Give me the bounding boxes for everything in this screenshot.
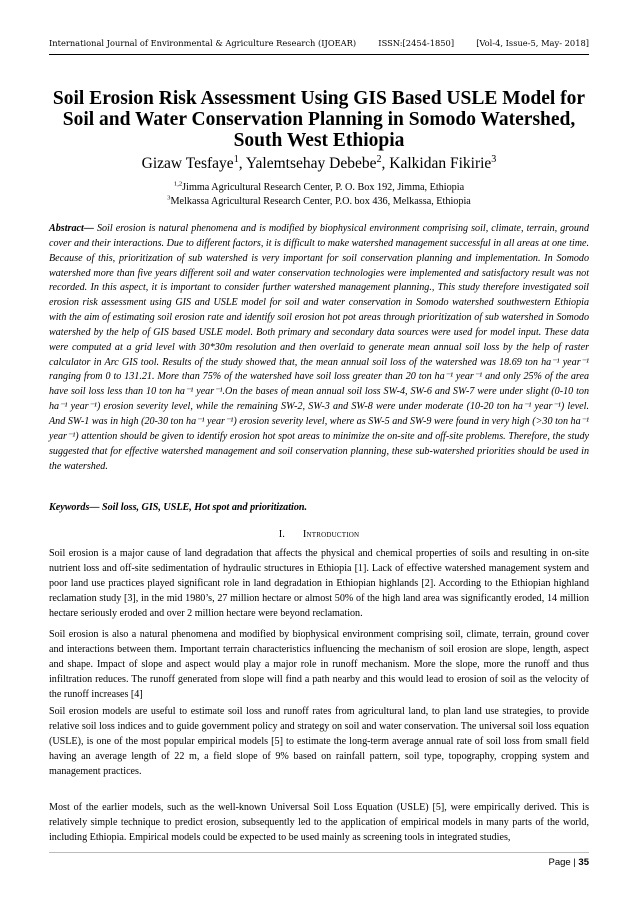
keywords: Keywords— Soil loss, GIS, USLE, Hot spot and prioritization. [49,502,308,513]
affiliation-2: $^3$Melkassa Agricultural Research Center, P.O. box 436, Melkassa, Ethiopia [167,194,471,207]
author-1: Gizaw Tesfaye [141,155,234,172]
author-list: Gizaw Tesfaye$^1$, Yalemtsehay Debebe$^2$, Kalkidan Fikirie$^3$ [141,153,497,172]
volume-issue: [Vol-4, Issue-5, May- 2018] [476,38,589,48]
journal-name: International Journal of Environmental & Agriculture Research (IJOEAR) [49,38,357,48]
footer-rule [49,852,589,853]
abstract-label: Abstract— [49,223,94,234]
paper-title: Soil Erosion Risk Assessment Using GIS Based USLE Model for Soil and Water Conservation Planning in Somodo Watershed, South West Ethiopia [52,88,586,151]
intro-paragraph-1: Soil erosion is a major cause of land degradation that affects the physical and chemical properties of soils and resulting in on-site nutrient loss and off-site sedimentation of hydraulic structures in Ethiopia [1]. Lack of effective watershed management system and poor land use practices played significant role in land degradation in Ethiopian highlands [2]. According to the Ethiopian highland reclamation study [3], in the mid 1980’s, 27 million hectare or almost 50% of the high land area was significantly eroded, 14 million hectare seriously eroded and over 2 million hectare were beyond reclamation. [49,548,589,620]
page-footer [548,857,589,868]
section-number: I. [278,529,285,540]
page-label: Page [548,857,571,868]
intro-paragraph-3: Soil erosion models are useful to estimate soil loss and runoff rates from agricultural land, to plan land use strategies, to provide relative soil loss indices and to guide government policy and strategy on soil and water conservation. The universal soil loss equation (USLE), is one of the most popular empirical models [5] to estimate the long-term average annual rate of soil loss from small field having an average length of 22 m, a field slope of 9% based on rainfall pattern, soil type, topography, cropping system and management practices. [49,706,589,778]
intro-paragraph-2: Soil erosion is also a natural phenomena and modified by biophysical environment comprising soil, climate, terrain, ground cover and interactions between them. Important terrain characteristics influencing the mechanism of soil erosion are slope, length, aspect and shape. Impact of slope and aspect would play a major role in runoff mechanism. More the slope, more the runoff and thus infiltration reduces. The runoff generated from slope will find a path nearby and this would lead to erosion of soil as the velocity of the runoff increases [4] [49,629,589,701]
author-2: Yalemtsehay Debebe [245,155,377,172]
intro-paragraph-4: Most of the earlier models, such as the well-known Universal Soil Loss Equation (USLE) [5], were empirically derived. This is relatively simple technique to predict erosion, subsequently led to the application of empirical models in many parts of the world, including Ethiopia. Empirical models could be expected to be used mainly as screening tools in integrated studies, [49,802,589,844]
author-3: Kalkidan Fikirie [389,155,492,172]
section-heading-introduction [49,529,589,540]
abstract-text: Soil erosion is natural phenomena and is modified by biophysical environment comprising soil, climate, terrain, ground cover and their interactions. Due to different factors, it is difficult to make watershed management successful in all areas at one time. Because of this, prioritization of sub watershed is very important for soil conservation planning and implementation. In Somodo watershed more than five years different soil and water conservation technologies were implemented and satisfactory result was not recorded. In this aspect, it is important to consider further watershed management planning., This study therefore investigated soil erosion risk assessment using GIS and USLE model for soil and water conservation in Somodo watershed southwestern Ethiopia with the aim of estimating soil erosion rate and identify soil erosion hot pot areas through prioritization of sub watershed in Somodo watershed by the help of GIS based USLE model. Both primary and secondary data sources were used for model input. These data were computed at a grid level with 30*30m resolution and then overlaid to generate mean annual soil loss by the help of raster calculator in Arc GIS tool. Results of the study showed that, the mean annual soil loss of the watershed was 18.69 ton ha⁻¹ year⁻¹ ranging from 0 to 131.21. More than 75% of the watershed have soil loss greater than 20 ton ha⁻¹ year⁻¹ and only 25% of the area have soil loss less than 10 ton ha⁻¹ year⁻¹.On the bases of mean annual soil loss SW-4, SW-6 and SW-7 were under slight (0-10 ton ha⁻¹ year⁻¹) erosion severity level, while the remaining SW-2, SW-3 and SW-8 were under moderate (10-20 ton ha⁻¹ year⁻¹) level. And SW-1 was in high (20-30 ton ha⁻¹ year⁻¹) erosion severity level, where as SW-5 and SW-9 were found in very high (>30 ton ha⁻¹ year⁻¹) attention should be given to identify erosion hot spot areas to minimize the on-site and off-site problems. Therefore, the study suggested that for effective watershed management and soil conservation planning, these sub-watershed priorities should be used in the watershed. [49,223,589,472]
author-1-affil: 1 [233,153,239,165]
header-rule [49,54,589,55]
affiliation-1: $^{1,2}$Jimma Agricultural Research Center, P. O. Box 192, Jimma, Ethiopia [173,180,465,193]
abstract [49,222,589,474]
issn: ISSN:[2454-1850] [378,38,455,48]
author-3-affil: 3 [491,153,497,165]
author-2-affil: 2 [376,153,382,165]
running-header [49,38,589,48]
page-number: 35 [578,857,589,868]
page-separator: | [573,857,576,868]
section-title: Introduction [302,529,360,540]
